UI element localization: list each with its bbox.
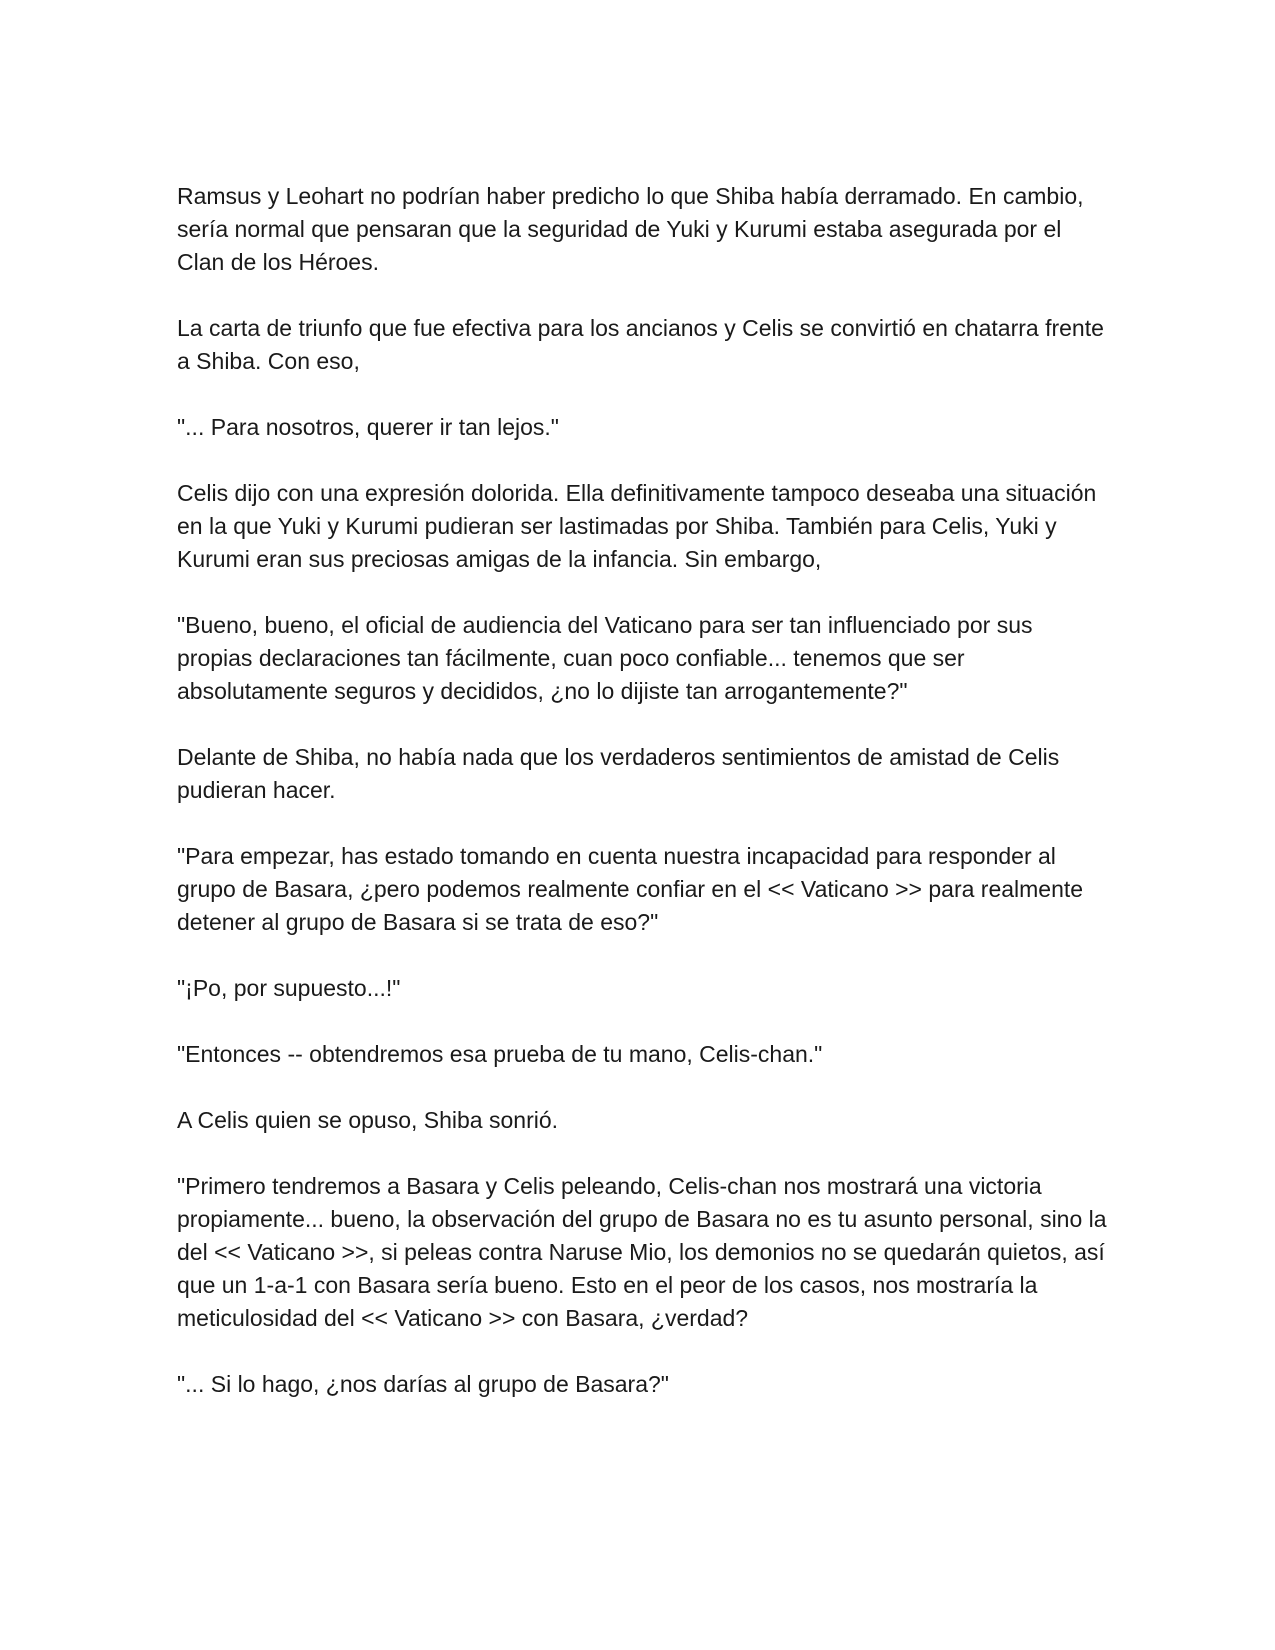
paragraph-7: "Para empezar, has estado tomando en cuenta nuestra incapacidad para responder al grupo de Basara, ¿pero podemos realmente confiar en el << Vaticano >> para realmente detener al grupo de Basara si se trata de eso?" [177,843,1084,935]
paragraph-6: Delante de Shiba, no había nada que los verdaderos sentimientos de amistad de Celis pudieran hacer. [177,744,1060,803]
paragraph-2: La carta de triunfo que fue efectiva para los ancianos y Celis se convirtió en chatarra frente a Shiba. Con eso, [177,315,1104,374]
paragraph-8: "¡Po, por supuesto...!" [177,975,401,1001]
paragraph-3: "... Para nosotros, querer ir tan lejos." [177,414,559,440]
paragraph-9: "Entonces -- obtendremos esa prueba de tu mano, Celis-chan." [177,1041,823,1067]
paragraph-11: "Primero tendremos a Basara y Celis peleando, Celis-chan nos mostrará una victoria propiamente... bueno, la observación del grupo de Basara no es tu asunto personal, sino la del << Vaticano >>, si peleas contra Naruse Mio, los demonios no se quedarán quietos, así que un 1-a-1 con Basara sería bueno. Esto en el peor de los casos, nos mostraría la meticulosidad del << Vaticano >> con Basara, ¿verdad? [177,1173,1107,1331]
paragraph-12: "... Si lo hago, ¿nos darías al grupo de Basara?" [177,1371,669,1397]
paragraph-1: Ramsus y Leohart no podrían haber predicho lo que Shiba había derramado. En cambio, sería normal que pensaran que la seguridad de Yuki y Kurumi estaba asegurada por el Clan de los Héroes. [177,183,1084,275]
paragraph-5: "Bueno, bueno, el oficial de audiencia del Vaticano para ser tan influenciado por sus propias declaraciones tan fácilmente, cuan poco confiable... tenemos que ser absolutamente seguros y decididos, ¿no lo dijiste tan arrogantemente?" [177,612,1033,704]
body-text [177,180,1107,1434]
paragraph-4: Celis dijo con una expresión dolorida. Ella definitivamente tampoco deseaba una situación en la que Yuki y Kurumi pudieran ser lastimadas por Shiba. También para Celis, Yuki y Kurumi eran sus preciosas amigas de la infancia. Sin embargo, [177,480,1097,572]
paragraph-10: A Celis quien se opuso, Shiba sonrió. [177,1107,559,1133]
